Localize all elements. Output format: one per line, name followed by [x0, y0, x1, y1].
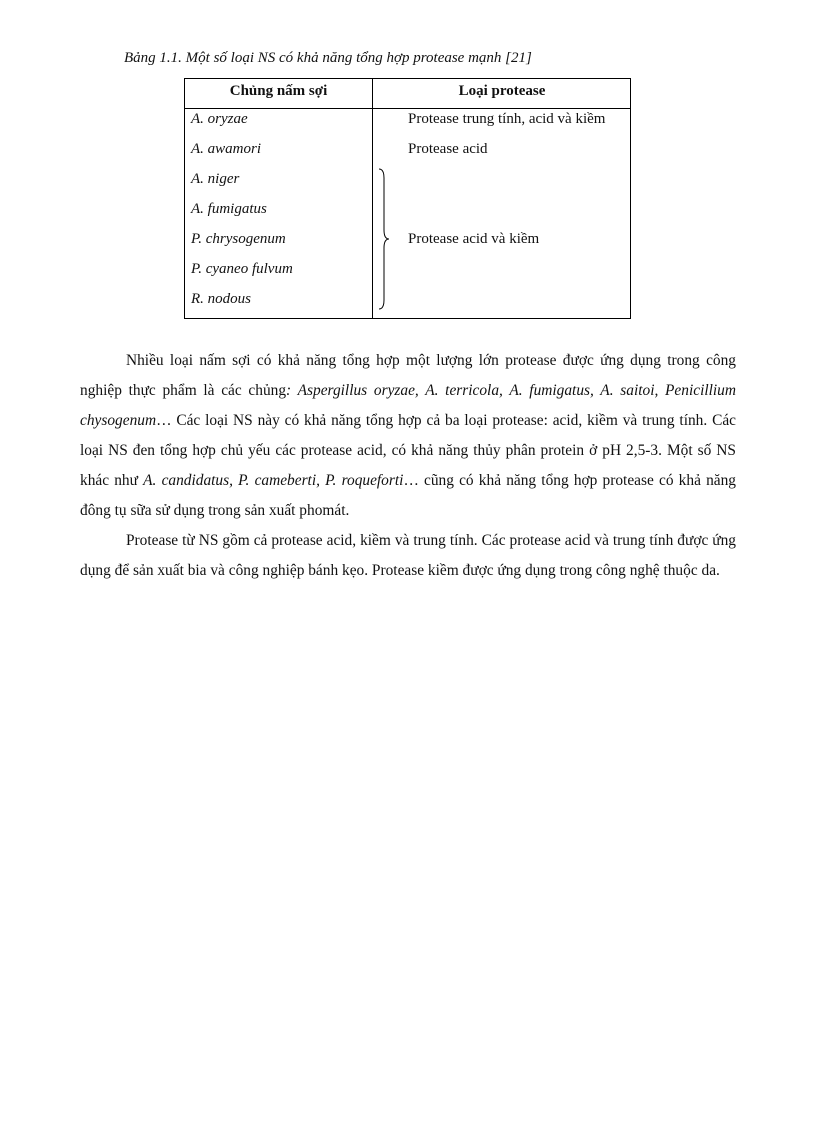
species-cell: P. chrysogenum	[191, 231, 286, 247]
protease-type-cell: Protease acid và kiềm	[408, 231, 540, 247]
header-protease-type: Loại protease	[458, 83, 546, 99]
column-divider	[372, 79, 373, 318]
species-cell: R. nodous	[191, 291, 251, 307]
table-caption: Bảng 1.1. Một số loại NS có khả năng tổng hợp protease mạnh [21]	[124, 50, 532, 66]
species-list-italic: A. candidatus, P. cameberti, P. roqueforti	[143, 472, 404, 489]
species-cell: A. fumigatus	[191, 201, 267, 217]
paragraph-text: Protease từ NS gồm cả protease acid, kiềm và trung tính. Các protease acid và trung tính được ứng dụng để sản xuất bia và công nghiệp bánh kẹo. Protease kiềm được ứng dụng trong công nghệ thuộc da.	[80, 532, 736, 579]
protease-type-cell: Protease trung tính, acid và kiềm	[408, 111, 606, 127]
header-divider	[185, 108, 630, 109]
protease-table	[184, 78, 631, 319]
paragraph-text: … cũng có khả năng tổng hợp protease có khả năng đông tụ sữa sử dụng trong sản xuất phomát.	[80, 472, 736, 519]
paragraph-fungal-proteases	[80, 346, 736, 526]
header-species: Chủng nấm sợi	[229, 83, 328, 99]
curly-brace-icon	[378, 168, 392, 310]
species-cell: P. cyaneo fulvum	[191, 261, 293, 277]
paragraph-text: Nhiều loại nấm sợi có khả năng tổng hợp một lượng lớn protease được ứng dụng trong công nghiệp thực phẩm là các chủng	[80, 352, 736, 399]
protease-type-cell: Protease acid	[408, 141, 488, 157]
paragraph-applications	[80, 526, 736, 586]
species-list-italic: : Aspergillus oryzae, A. terricola, A. fumigatus, A. saitoi, Penicillium chysogenum	[80, 382, 736, 429]
species-cell: A. awamori	[191, 141, 262, 157]
species-cell: A. oryzae	[191, 111, 248, 127]
species-cell: A. niger	[191, 171, 240, 187]
paragraph-text: … Các loại NS này có khả năng tổng hợp cả ba loại protease: acid, kiềm và trung tính. Các loại NS đen tổng hợp chủ yếu các protease acid, có khả năng thủy phân protein ở pH 2,5-3. Một số NS khác như	[80, 412, 736, 489]
